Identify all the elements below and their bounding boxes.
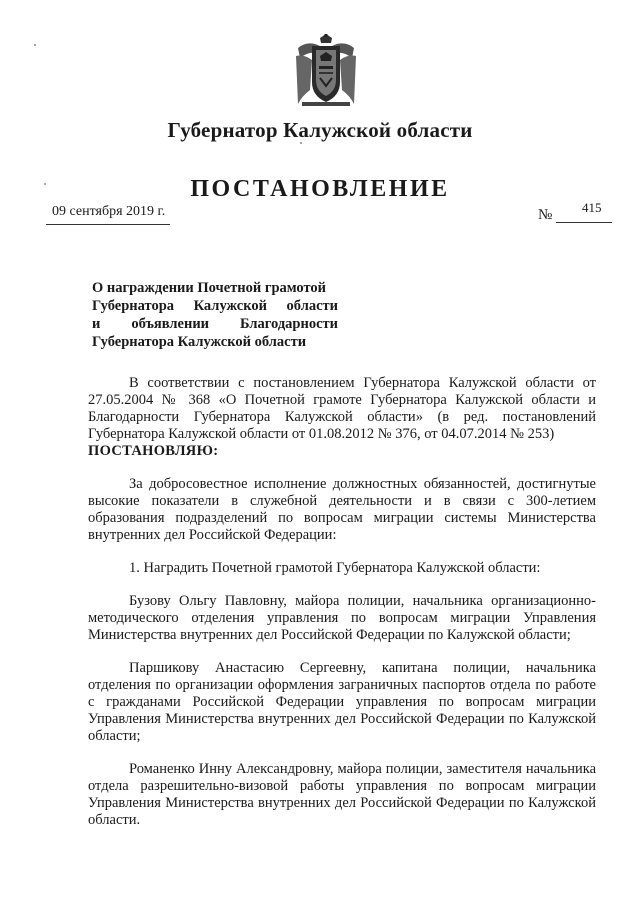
subject-line-2: Губернатора Калужской области	[92, 298, 338, 314]
subject-line-4: Губернатора Калужской области	[92, 334, 307, 350]
subject-line-3: и объявлении Благодарности	[92, 316, 338, 332]
number-sign: №	[538, 207, 553, 223]
scan-speck	[34, 44, 36, 46]
subject-line-1: О награждении Почетной грамотой	[92, 280, 327, 296]
document-type: ПОСТАНОВЛЕНИЕ	[190, 176, 450, 202]
item-1-paragraph: 1. Наградить Почетной грамотой Губернатора Калужской области:	[129, 560, 541, 576]
resolve-statement: ПОСТАНОВЛЯЮ:	[88, 443, 219, 459]
reason-paragraph: За добросовестное исполнение должностных обязанностей, достигнутые высокие показатели в служебной деятельности и в связи с 300-летием образования подразделений по вопросам миграции системы Министерства внутренних дел Российской Федерации:	[88, 476, 596, 543]
preamble-paragraph	[88, 375, 596, 460]
document-body	[88, 375, 596, 829]
coat-of-arms-icon	[294, 34, 358, 108]
date-underline	[46, 224, 170, 225]
scan-speck	[300, 142, 302, 144]
document-date: 09 сентября 2019 г.	[52, 204, 166, 219]
issuing-authority: Губернатор Калужской области	[167, 118, 473, 142]
document-number: 415	[582, 200, 602, 215]
number-underline	[556, 222, 612, 223]
awardee-1-paragraph: Бузову Ольгу Павловну, майора полиции, начальника организационно-методического отделения управления по вопросам миграции Управления Министерства внутренних дел Российской Федерации по Калужской области;	[88, 593, 596, 643]
scan-speck	[44, 183, 46, 185]
preamble-text: В соответствии с постановлением Губернатора Калужской области от 27.05.2004 № 368 «О Почетной грамоте Губернатора Калужской области и Благодарности Губернатора Калужской области» (в ред. постановлений Губернатора Калужской области от 01.08.2012 № 376, от 04.07.2014 № 253)	[88, 375, 596, 442]
awardee-3-paragraph: Романенко Инну Александровну, майора полиции, заместителя начальника отдела разрешительно-визовой работы управления по вопросам миграции Управления Министерства внутренних дел Российской Федерации по Калужской области.	[88, 761, 596, 828]
document-subject	[92, 279, 338, 351]
awardee-2-paragraph: Паршикову Анастасию Сергеевну, капитана полиции, начальника отделения по организации оформления заграничных паспортов отдела по работе с гражданами Российской Федерации управления по вопросам миграции Управления Министерства внутренних дел Российской Федерации по Калужской области;	[88, 660, 596, 744]
